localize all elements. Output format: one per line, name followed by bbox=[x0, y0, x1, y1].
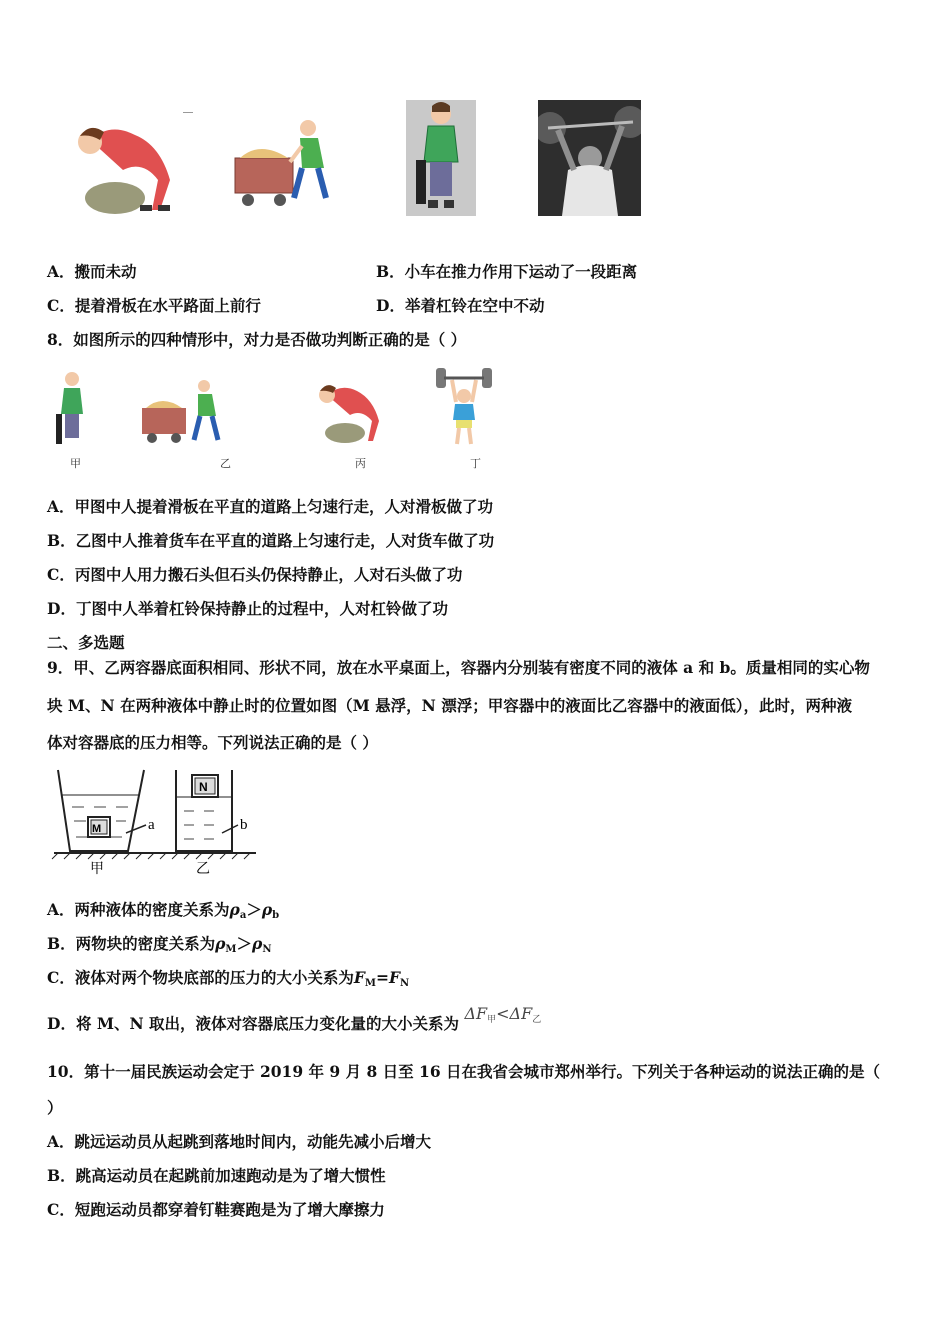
q7-option-d[interactable] bbox=[376, 296, 544, 316]
figure-lifting-stone bbox=[70, 110, 180, 220]
subscript: M bbox=[225, 944, 237, 955]
q10-option-b[interactable]: B．跳高运动员在起跳前加速跑动是为了增大惯性 bbox=[47, 1166, 386, 1185]
delta-f: ΔF bbox=[509, 1004, 533, 1023]
operator: < bbox=[496, 1004, 510, 1023]
section-title: 二、多选题 bbox=[47, 633, 125, 652]
figure-jia bbox=[52, 370, 92, 450]
caption-bing: 丙 bbox=[355, 457, 366, 470]
label-n: N bbox=[199, 780, 208, 794]
figure-pushing-cart bbox=[230, 118, 350, 213]
subscript: 甲 bbox=[487, 1015, 497, 1025]
q7-option-b[interactable] bbox=[376, 262, 637, 282]
operator: = bbox=[375, 968, 389, 987]
q7-option-a[interactable] bbox=[47, 262, 137, 282]
subscript: M bbox=[364, 978, 376, 989]
option-text: 搬而未动 bbox=[74, 262, 137, 281]
option-text: 提着滑板在水平路面上前行 bbox=[74, 296, 261, 315]
option-text: C．液体对两个物块底部的压力的大小关系为 bbox=[47, 968, 354, 987]
delta-f: ΔF bbox=[464, 1004, 488, 1023]
q9-stem-line-1: 9．甲、乙两容器底面积相同、形状不同，放在水平桌面上，容器内分别装有密度不同的液体 a 和 b。质量相同的实心物 bbox=[47, 658, 870, 677]
q8-option-c[interactable]: C．丙图中人用力搬石头但石头仍保持静止，人对石头做了功 bbox=[47, 565, 463, 584]
operator: ＞ bbox=[236, 934, 253, 953]
option-text: D．将 M、N 取出，液体对容器底压力变化量的大小关系为 bbox=[47, 1014, 460, 1033]
q9-stem-line-2: 块 M、N 在两种液体中静止时的位置如图（M 悬浮，N 漂浮；甲容器中的液面比乙容器中的液面低），此时，两种液 bbox=[47, 696, 852, 715]
q9-option-c[interactable] bbox=[47, 968, 409, 994]
label-m: M bbox=[92, 823, 102, 835]
rho-symbol: ρ bbox=[215, 934, 226, 953]
q10-option-c[interactable]: C．短跑运动员都穿着钉鞋赛跑是为了增大摩擦力 bbox=[47, 1200, 385, 1219]
label-a: a bbox=[148, 817, 155, 833]
figure-bing bbox=[315, 375, 385, 447]
q10-stem-line-2: ） bbox=[47, 1098, 63, 1117]
label-yi: 乙 bbox=[196, 861, 210, 877]
subscript: N bbox=[262, 944, 272, 955]
subscript: 乙 bbox=[532, 1015, 542, 1025]
q8-option-b[interactable]: B．乙图中人推着货车在平直的道路上匀速行走，人对货车做了功 bbox=[47, 531, 495, 550]
figure-yi bbox=[140, 378, 240, 448]
option-letter: B． bbox=[376, 262, 405, 281]
subscript: a bbox=[239, 910, 247, 921]
q7-option-c[interactable] bbox=[47, 296, 261, 316]
rho-symbol: ρ bbox=[229, 900, 240, 919]
option-text: 小车在推力作用下运动了一段距离 bbox=[404, 262, 638, 281]
q9-option-a[interactable] bbox=[47, 900, 279, 926]
q8-option-a[interactable]: A．甲图中人提着滑板在平直的道路上匀速行走，人对滑板做了功 bbox=[47, 497, 494, 516]
formula bbox=[464, 1004, 541, 1023]
option-letter: A． bbox=[47, 262, 75, 281]
subscript: N bbox=[399, 978, 410, 989]
force-symbol: F bbox=[353, 968, 365, 987]
q10-stem-line-1: 10．第十一届民族运动会定于 2019 年 9 月 8 日至 16 日在我省会城市郑州举行。下列关于各种运动的说法正确的是（ bbox=[47, 1062, 881, 1081]
option-text: A．两种液体的密度关系为 bbox=[47, 900, 230, 919]
figure-holding-barbell-photo bbox=[538, 100, 641, 216]
option-text: 举着杠铃在空中不动 bbox=[404, 296, 545, 315]
q9-option-b[interactable] bbox=[47, 934, 271, 960]
operator: ＞ bbox=[246, 900, 262, 919]
caption-yi: 乙 bbox=[220, 457, 231, 470]
caption-ding: 丁 bbox=[470, 457, 481, 470]
q8-option-d[interactable]: D．丁图中人举着杠铃保持静止的过程中，人对杠铃做了功 bbox=[47, 599, 448, 618]
figure-carrying-skateboard bbox=[406, 100, 476, 216]
label-b: b bbox=[240, 817, 248, 833]
q9-stem-line-3: 体对容器底的压力相等。下列说法正确的是（ ） bbox=[47, 733, 378, 752]
subscript: b bbox=[272, 910, 280, 921]
q8-stem: 8．如图所示的四种情形中，对力是否做功判断正确的是（ ） bbox=[47, 330, 467, 349]
rho-symbol: ρ bbox=[261, 900, 273, 919]
force-symbol: F bbox=[388, 968, 400, 987]
figure-ding bbox=[434, 366, 494, 448]
caption-jia: 甲 bbox=[70, 457, 81, 470]
figure-containers bbox=[50, 765, 260, 880]
label-jia: 甲 bbox=[90, 861, 104, 877]
option-letter: D． bbox=[376, 296, 405, 315]
q10-option-a[interactable]: A．跳远运动员从起跳到落地时间内，动能先减小后增大 bbox=[47, 1132, 432, 1151]
rho-symbol: ρ bbox=[252, 934, 263, 953]
option-letter: C． bbox=[47, 296, 75, 315]
figure-mark bbox=[183, 112, 193, 113]
option-text: B．两物块的密度关系为 bbox=[47, 934, 216, 953]
